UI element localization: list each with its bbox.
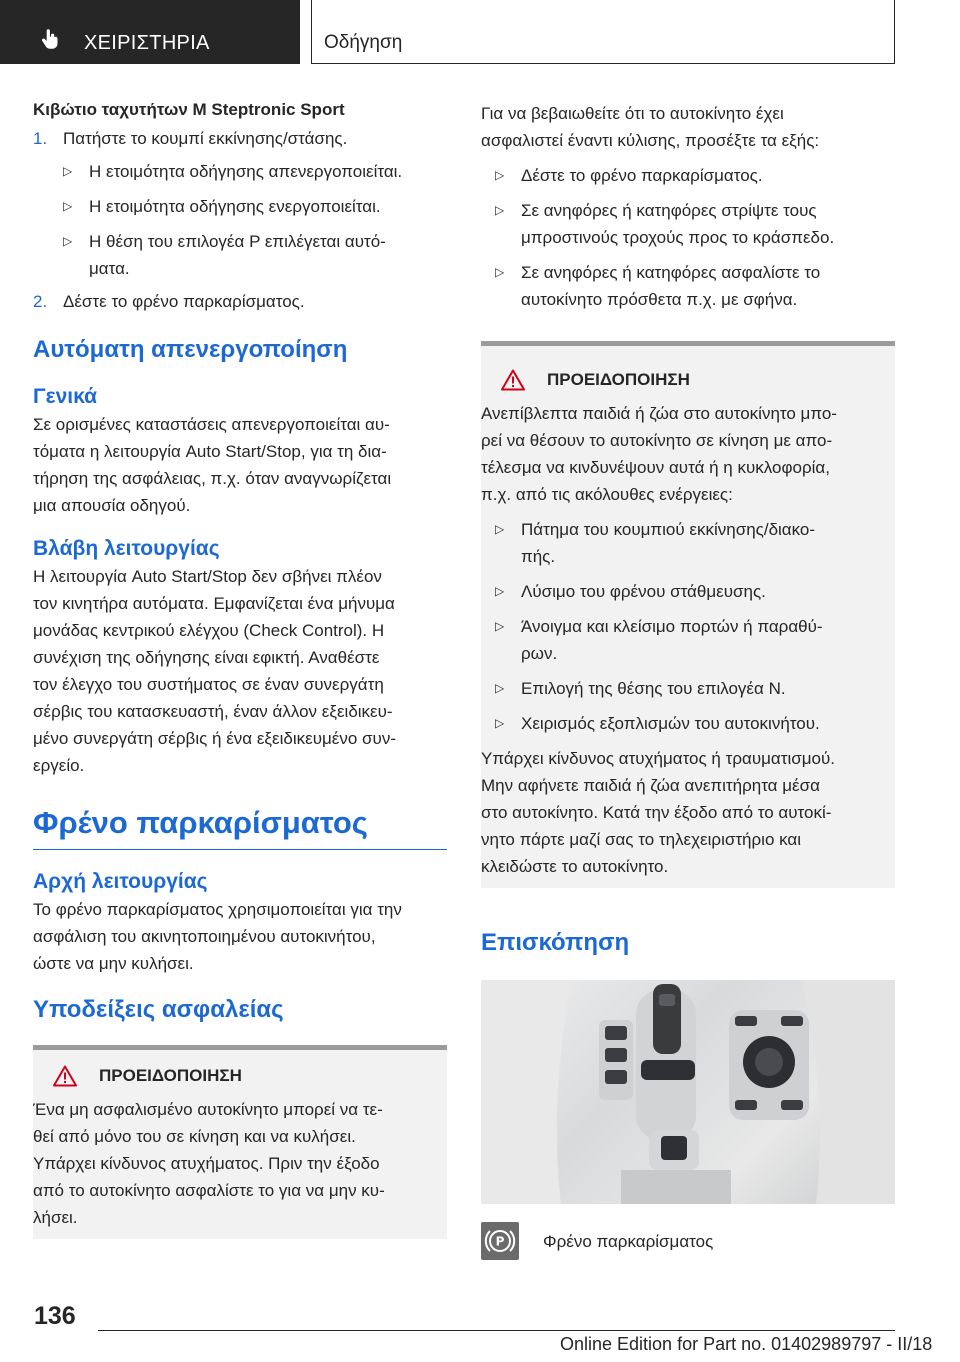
right-column <box>481 100 895 1260</box>
warning-triangle-icon <box>53 1065 77 1087</box>
list-item-text: Λύσιμο του φρένου στάθμευσης. <box>521 582 766 601</box>
chapter-heading-block <box>33 803 447 850</box>
list-item <box>495 259 895 313</box>
triangle-bullet-icon: ▷ <box>63 234 73 248</box>
list-item <box>495 197 895 251</box>
list-item-text: Δέστε το φρένο παρκαρίσματος. <box>521 166 763 185</box>
heading-overview: Επισκόπηση <box>481 929 630 956</box>
warning-triangle-icon <box>501 369 525 391</box>
page-number: 136 <box>34 1302 76 1330</box>
list-item-text: Πάτημα του κουμπιού εκκίνησης/διακο- πής. <box>521 520 816 566</box>
hand-pointer-icon <box>38 26 64 52</box>
photo-caption-row <box>481 1222 895 1260</box>
triangle-bullet-icon: ▷ <box>495 168 505 182</box>
triangle-bullet-icon: ▷ <box>495 203 505 217</box>
warning-header <box>33 1056 447 1096</box>
general-text: Σε ορισμένες καταστάσεις απενεργοποιείται αυ- τόματα η λειτουργία Auto Start/Stop, για τη δια- τήρηση της ασφάλειας, π.χ. όταν αναγνωρίζεται μια απουσία οδηγού. <box>33 415 392 515</box>
step-text: Δέστε το φρένο παρκαρίσματος. <box>63 292 305 311</box>
step-number: 1. <box>33 129 48 148</box>
right-intro-text: Για να βεβαιωθείτε ότι το αυτοκίνητο έχει ασφαλιστεί έναντι κύλισης, προσέξτε τα εξής: <box>481 104 820 150</box>
substep <box>63 193 447 220</box>
warning-header <box>481 360 895 400</box>
photo-caption: Φρένο παρκαρίσματος <box>543 1231 714 1251</box>
warning-list-item <box>495 675 895 702</box>
triangle-bullet-icon: ▷ <box>495 584 505 598</box>
left-column <box>33 96 447 1239</box>
list-item-text: Σε ανηφόρες ή κατηφόρες στρίψτε τους μπροστινούς τροχούς προς το κράσπεδο. <box>521 201 835 247</box>
list-item-text: Άνοιγμα και κλείσιμο πορτών ή παραθύ- ρων. <box>521 617 823 663</box>
list-item <box>495 162 895 189</box>
warning-list-item <box>495 578 895 605</box>
warning-list-item <box>495 613 895 667</box>
footer-edition: Online Edition for Part no. 01402989797 - II/18 <box>560 1334 933 1354</box>
substep <box>63 228 447 282</box>
substep-text: Η ετοιμότητα οδήγησης ενεργοποιείται. <box>89 197 381 216</box>
step-1 <box>33 125 447 152</box>
svg-text:P: P <box>495 1234 505 1249</box>
list-item-text: Χειρισμός εξοπλισμών του αυτοκινήτου. <box>521 714 820 733</box>
heading-general: Γενικά <box>33 385 98 408</box>
parking-brake-icon <box>481 1222 519 1260</box>
substep-text: Η θέση του επιλογέα P επιλέγεται αυτό- ματα. <box>89 232 386 278</box>
triangle-bullet-icon: ▷ <box>495 522 505 536</box>
footer-divider <box>98 1330 895 1331</box>
triangle-bullet-icon: ▷ <box>495 265 505 279</box>
section-title: ΧΕΙΡΙΣΤΗΡΙΑ <box>84 32 210 54</box>
warning-title: ΠΡΟΕΙΔΟΠΟΙΗΣΗ <box>99 1066 242 1085</box>
heading-safety: Υποδείξεις ασφαλείας <box>33 996 284 1023</box>
step-text: Πατήστε το κουμπί εκκίνησης/στάσης. <box>63 129 348 148</box>
warning-title: ΠΡΟΕΙΔΟΠΟΙΗΣΗ <box>547 370 690 389</box>
triangle-bullet-icon: ▷ <box>495 681 505 695</box>
chapter-title: Οδήγηση <box>324 32 403 53</box>
intro-title: Κιβώτιο ταχυτήτων M Steptronic Sport <box>33 100 345 119</box>
heading-malfunction: Βλάβη λειτουργίας <box>33 537 220 560</box>
warning-footer-text: Υπάρχει κίνδυνος ατυχήματος ή τραυματισμού. Μην αφήνετε παιδιά ή ζώα ανεπιτήρητα μέσα στο αυτοκίνητο. Κατά την έξοδο από το αυτοκί- νητο πάρτε μαζί σας το τηλεχειριστήριο και κλειδώστε το αυτοκίνητο. <box>481 749 835 876</box>
heading-auto-deactivation: Αυτόματη απενεργοποίηση <box>33 336 348 363</box>
substep-text: Η ετοιμότητα οδήγησης απενεργοποιείται. <box>89 162 403 181</box>
chapter-box <box>311 0 895 64</box>
warning-text: Ένα μη ασφαλισμένο αυτοκίνητο μπορεί να τε- θεί από μόνο του σε κίνηση και να κυλήσει. Υπάρχει κίνδυνος ατυχήματος. Πριν την έξοδο από το αυτοκίνητο ασφαλίστε το για να μην κυ- λήσει. <box>33 1100 385 1227</box>
section-tab[interactable] <box>0 0 300 64</box>
triangle-bullet-icon: ▷ <box>63 164 73 178</box>
heading-parking-brake: Φρένο παρκαρίσματος <box>33 805 368 840</box>
triangle-bullet-icon: ▷ <box>495 619 505 633</box>
center-console-illustration <box>481 980 895 1204</box>
malfunction-text: Η λειτουργία Auto Start/Stop δεν σβήνει πλέον τον κινητήρα αυτόματα. Εμφανίζεται ένα μήνυμα μονάδας κεντρικού ελέγχου (Check Control). Η συνέχιση της οδήγησης είναι εφικτή. Αναθέστε τον έλεγχο του συστήματος σε έναν συνεργάτη σέρβις του κατασκευαστή, έναν άλλον εξειδικευ- μένο συνεργάτη σέρβις ή ένα εξειδικευμένο συν- εργείο. <box>33 567 396 775</box>
principle-text: Το φρένο παρκαρίσματος χρησιμοποιείται για την ασφάλιση του ακινητοποιημένου αυτοκινήτου, ώστε να μην κυλήσει. <box>33 900 402 973</box>
list-item-text: Σε ανηφόρες ή κατηφόρες ασφαλίστε το αυτοκίνητο πρόσθετα π.χ. με σφήνα. <box>521 263 821 309</box>
heading-principle: Αρχή λειτουργίας <box>33 870 208 893</box>
triangle-bullet-icon: ▷ <box>63 199 73 213</box>
triangle-bullet-icon: ▷ <box>495 716 505 730</box>
warning-box <box>33 1045 447 1239</box>
step-2 <box>33 288 447 315</box>
substep <box>63 158 447 185</box>
warning-box <box>481 341 895 888</box>
console-photo <box>481 980 895 1204</box>
warning-list-item <box>495 516 895 570</box>
list-item-text: Επιλογή της θέσης του επιλογέα N. <box>521 679 786 698</box>
step-number: 2. <box>33 292 48 311</box>
warning-list-item <box>495 710 895 737</box>
warning-text: Ανεπίβλεπτα παιδιά ή ζώα στο αυτοκίνητο μπο- ρεί να θέσουν το αυτοκίνητο σε κίνηση με απο- τέλεσμα να κινδυνέψουν αυτά ή η κυκλοφορία, π.χ. από τις ακόλουθες ενέργειες: <box>481 404 837 504</box>
